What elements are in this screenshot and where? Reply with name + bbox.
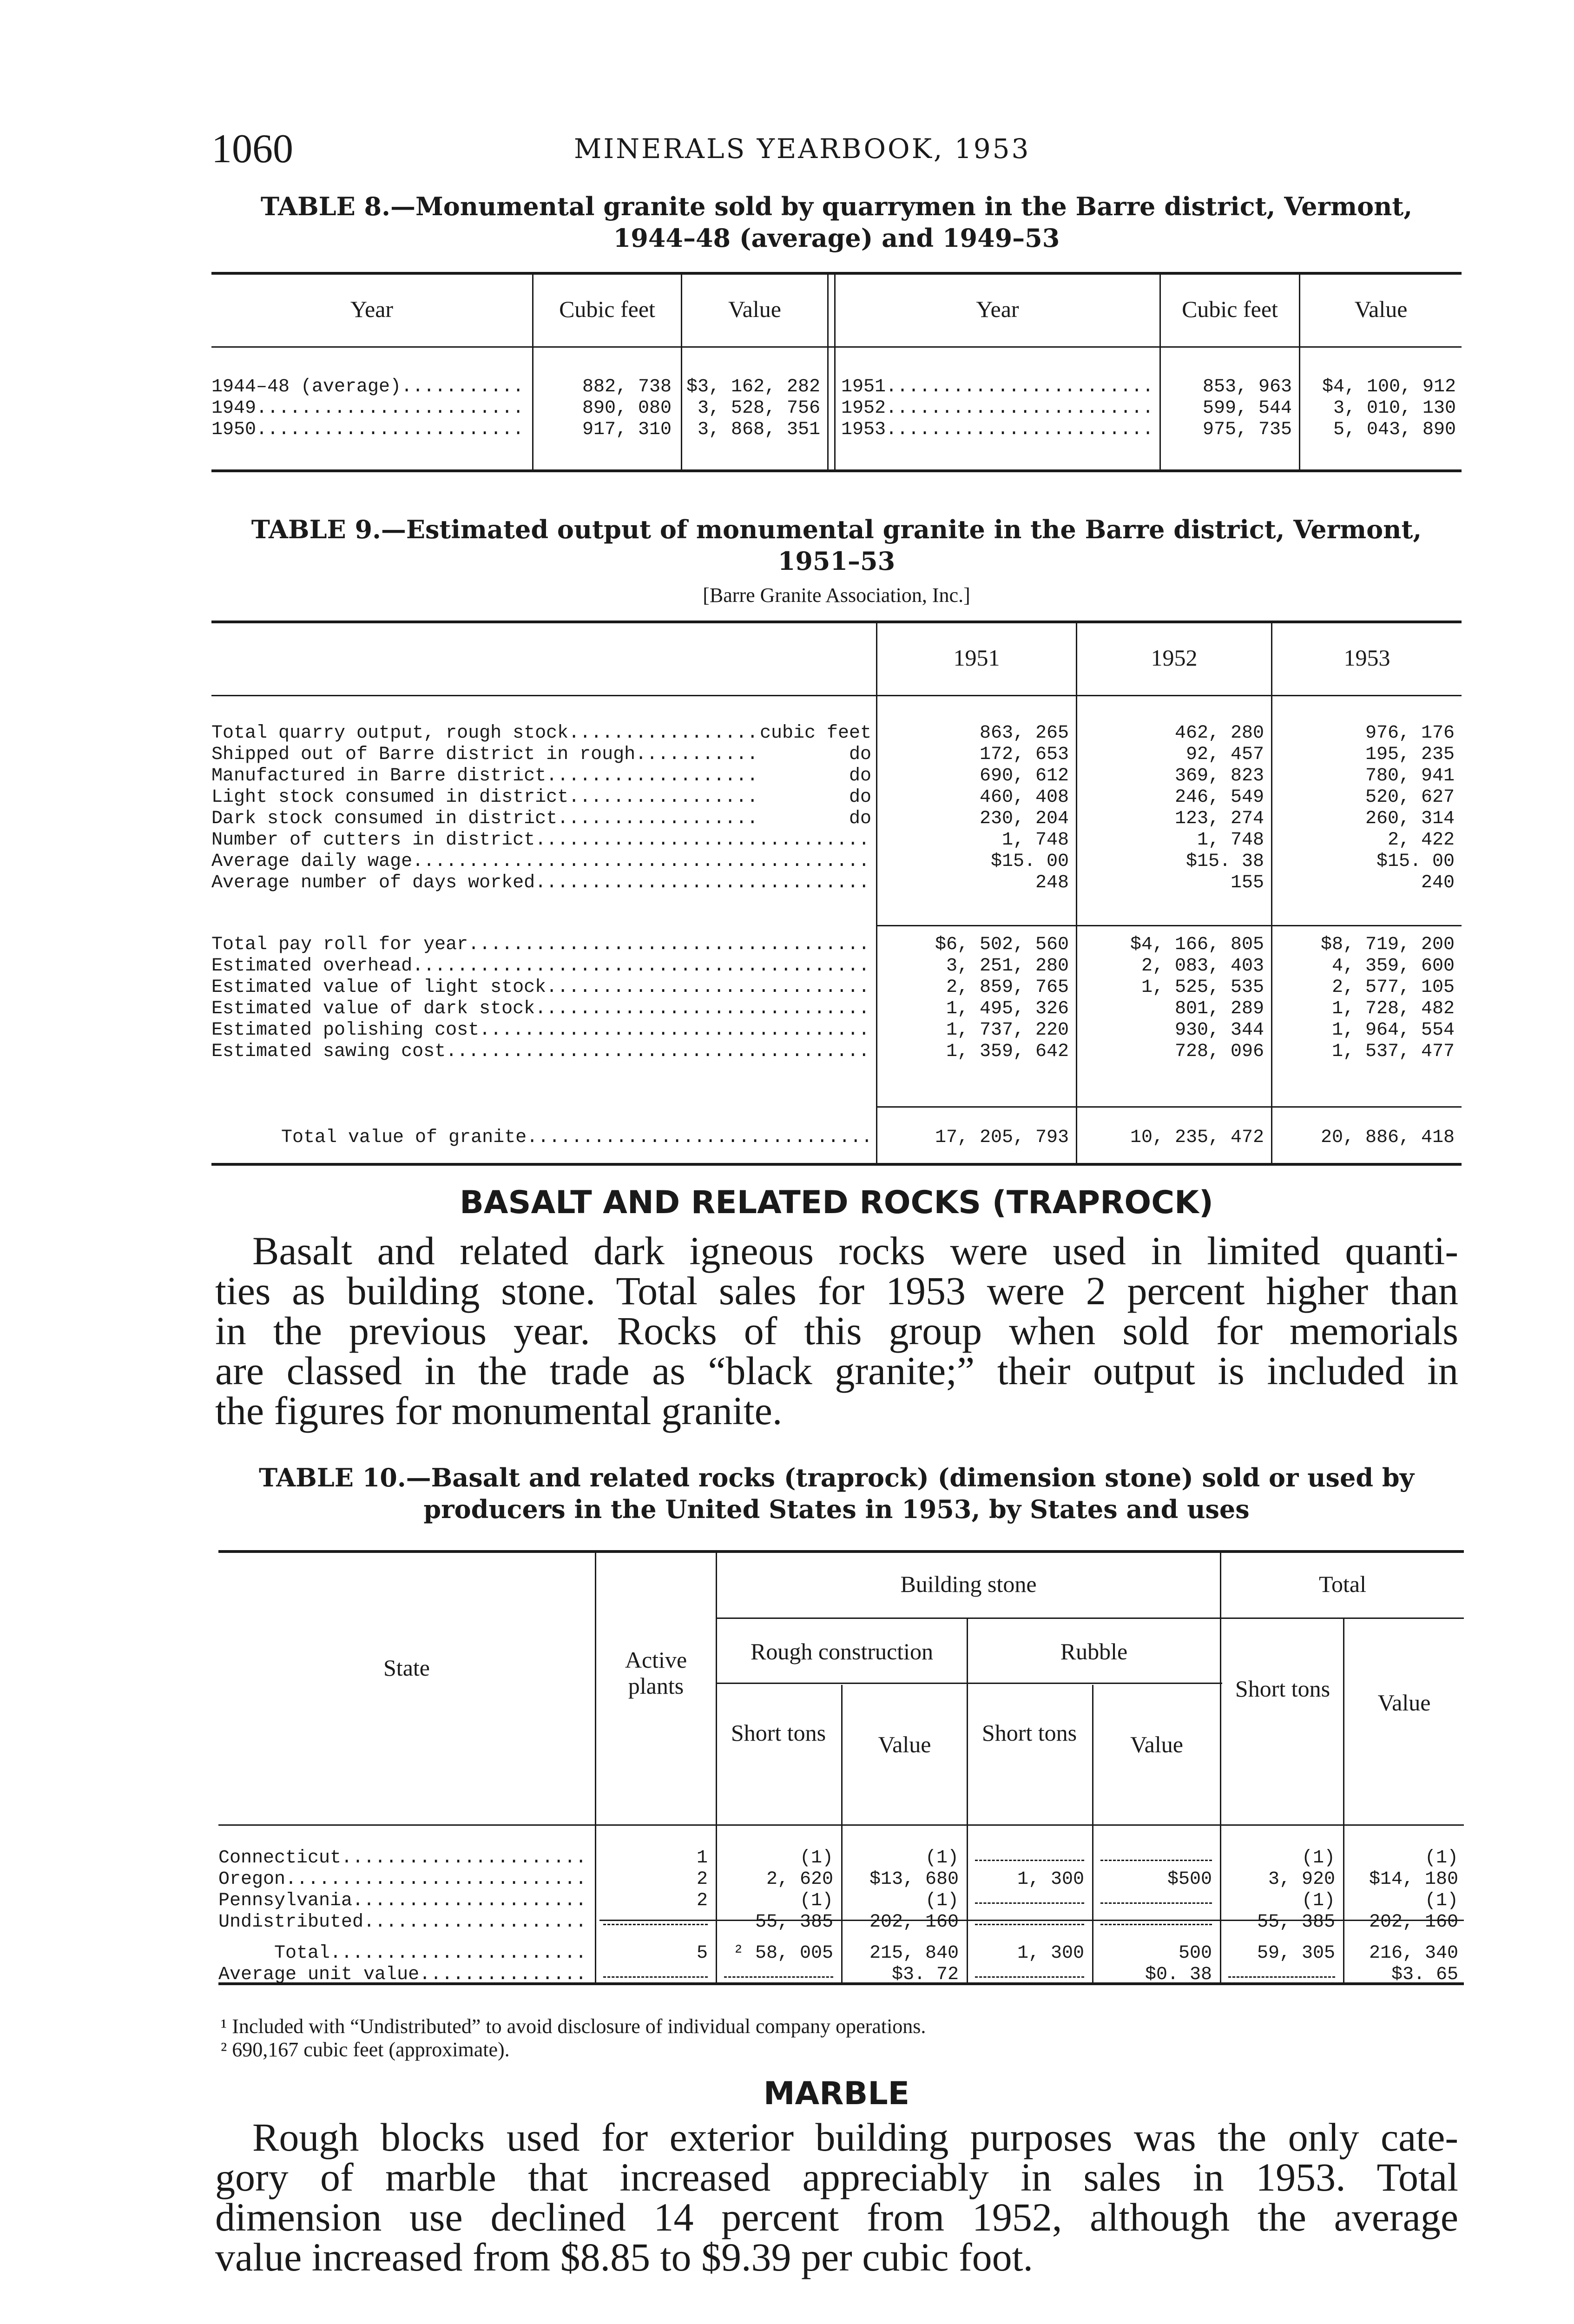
table9-cell: 1, 359, 642: [946, 1041, 1069, 1062]
table10-cell: (1): [1301, 1890, 1335, 1911]
table9-header-1952: 1952: [1151, 645, 1198, 671]
table8-row: 1952 .....: [841, 398, 1155, 419]
table8-cell: $4, 100, 912: [1322, 376, 1456, 397]
table9-row-unit: do: [760, 766, 871, 787]
table9-body: [211, 621, 1462, 1171]
table8-title-line1: —Monumental granite sold by quarrymen in the Barre district, Vermont,: [390, 191, 1413, 221]
table10-cell: (1): [799, 1848, 833, 1868]
table10-cell: [1228, 1964, 1335, 1978]
table10-header-total-short-tons: Short tons: [1235, 1676, 1330, 1702]
table9-cell: 2, 577, 105: [1331, 977, 1455, 998]
table9-row-unit: cubic feet: [760, 723, 872, 744]
table10-cell: 1: [696, 1848, 708, 1868]
table10-title-line1: —Basalt and related rocks (traprock) (dimension stone) sold or used by: [406, 1463, 1415, 1492]
table9-cell: 246, 549: [1174, 787, 1264, 808]
table10-cell: (1): [1424, 1890, 1458, 1911]
table9-cell: 462, 280: [1174, 723, 1264, 744]
table9-cell: 728, 096: [1174, 1041, 1264, 1062]
running-title: MINERALS YEARBOOK, 1953: [574, 133, 1031, 165]
table8-row: 1953 .....: [841, 419, 1155, 441]
table10-cell: 216, 340: [1369, 1943, 1458, 1964]
table10-cell: $3. 65: [1391, 1964, 1458, 1985]
table9-cell: 3, 251, 280: [946, 956, 1069, 977]
table10-cell: 3, 920: [1268, 1869, 1335, 1890]
table9-cell: 10, 235, 472: [1130, 1127, 1264, 1148]
table9-row-label: Number of cutters in district .....: [211, 830, 871, 851]
table8-row: 1944–48 (average) .....: [211, 376, 527, 398]
table9-row-label: Light stock consumed in district .....: [211, 787, 871, 808]
table10-cell: 1, 300: [1017, 1943, 1084, 1964]
table8-header-value-left: Value: [728, 296, 781, 322]
table9-cell: 1, 525, 535: [1141, 977, 1264, 998]
table9-row-label: Average daily wage .....: [211, 851, 871, 872]
table10-header-building-stone: Building stone: [900, 1571, 1037, 1597]
table8-cell: 599, 544: [1202, 398, 1292, 419]
table9-cell: 1, 495, 326: [946, 998, 1069, 1019]
table9-row-label: Manufactured in Barre district .....: [211, 766, 871, 787]
table8-header-cubic-feet-left: Cubic feet: [559, 296, 655, 322]
table10-cell: 202, 160: [1369, 1912, 1458, 1933]
table9-title-line2: 1951–53: [777, 546, 896, 576]
table10-cell: [975, 1848, 1084, 1861]
table10-header-rough-construction: Rough construction: [750, 1638, 934, 1664]
table9-cell: 17, 205, 793: [935, 1127, 1069, 1148]
table8-row: 1951 .....: [841, 376, 1155, 398]
table8-cell: 882, 738: [582, 376, 672, 397]
table10-cell: [975, 1964, 1084, 1978]
table10-cell: [1100, 1848, 1212, 1861]
table9-cell: 2, 422: [1387, 830, 1455, 851]
table9-cell: 2, 083, 403: [1141, 956, 1264, 977]
table10-header-rubble: Rubble: [1060, 1638, 1128, 1664]
table9-cell: $4, 166, 805: [1130, 934, 1264, 955]
table9-row-label: Total quarry output, rough stock .....: [211, 723, 871, 744]
table10-header-total: Total: [1318, 1571, 1367, 1597]
table10-header-state: State: [383, 1655, 430, 1681]
table10-row-label: Oregon .....: [218, 1869, 590, 1890]
table9-row-unit: do: [760, 744, 871, 766]
table9-cell: 1, 748: [1197, 830, 1264, 851]
table8-cell: 975, 735: [1202, 419, 1292, 440]
table8-header-year-left: Year: [350, 296, 394, 322]
table10-header-active-plants: Active plants: [625, 1647, 687, 1699]
table9-label: TABLE 9.: [251, 515, 381, 544]
table10-cell: $0. 38: [1145, 1964, 1212, 1985]
table9-title: [204, 514, 1469, 577]
table10-cell: $13, 680: [869, 1869, 959, 1890]
basalt-paragraph: Basalt and related dark igneous rocks were used in limited quanti- ties as building stone. Total sales for 1953 were 2 percent higher than in the previous year. Rocks of this group when sold for memorials are classed in the trade as “black granite;” their output is included in the figures for monumental granite.: [215, 1228, 1458, 1433]
table10-cell: [975, 1912, 1084, 1925]
running-header: [211, 125, 1462, 172]
table9-cell: 20, 886, 418: [1320, 1127, 1455, 1148]
table9-cell: 690, 612: [979, 766, 1069, 786]
table10-cell: (1): [925, 1890, 959, 1911]
table9-cell: 260, 314: [1365, 808, 1455, 829]
table10-body: [218, 1550, 1464, 1996]
table10-cell: $500: [1167, 1869, 1212, 1890]
table9-header-1951: 1951: [953, 645, 1000, 671]
table10-cell: (1): [1301, 1848, 1335, 1868]
table10-row-label: Undistributed .....: [218, 1912, 590, 1933]
table9-cell: 248: [1035, 872, 1069, 893]
table10-row-label: Total .....: [274, 1943, 590, 1964]
table8-row: 1950 .....: [211, 419, 527, 441]
table10-cell: [603, 1964, 708, 1978]
table10-cell: (1): [1424, 1848, 1458, 1868]
table9-cell: 520, 627: [1365, 787, 1455, 808]
footnote-1: ¹ Included with “Undistributed” to avoid disclosure of individual company operations.: [221, 2015, 926, 2038]
table9-cell: 1, 964, 554: [1331, 1020, 1455, 1041]
table8-title-line2: 1944–48 (average) and 1949–53: [613, 223, 1060, 253]
table10-cell: (1): [799, 1890, 833, 1911]
table10-header-rc-short-tons: Short tons: [731, 1720, 826, 1746]
table9-row-label: Estimated overhead .....: [211, 956, 871, 977]
table10-cell: ² 58, 005: [732, 1943, 833, 1964]
table8-cell: 5, 043, 890: [1333, 419, 1456, 440]
basalt-heading: BASALT AND RELATED ROCKS (TRAPROCK): [460, 1184, 1213, 1221]
table9-cell: 155: [1230, 872, 1264, 893]
table9-source: [Barre Granite Association, Inc.]: [703, 584, 970, 607]
table10-header-rb-short-tons: Short tons: [981, 1720, 1077, 1746]
table9-cell: 930, 344: [1174, 1020, 1264, 1041]
table10-cell: 55, 385: [755, 1912, 833, 1933]
table9-row-label: Total pay roll for year .....: [211, 934, 871, 956]
table10-footnotes: [221, 2015, 1462, 2061]
table10-cell: 2: [696, 1869, 708, 1890]
table9-cell: 780, 941: [1365, 766, 1455, 786]
table8-cell: 853, 963: [1202, 376, 1292, 397]
table9-cell: 369, 823: [1174, 766, 1264, 786]
table10-row-label: Connecticut .....: [218, 1848, 590, 1869]
marble-heading: MARBLE: [763, 2075, 910, 2112]
table9-row-label: Average number of days worked .....: [211, 872, 871, 894]
table8-cell: 917, 310: [582, 419, 672, 440]
table10-header-total-value: Value: [1377, 1690, 1431, 1716]
table9-cell: 460, 408: [979, 787, 1069, 808]
table10-cell: 55, 385: [1257, 1912, 1335, 1933]
table10-cell: 500: [1178, 1943, 1212, 1964]
table8-cell: $3, 162, 282: [686, 376, 820, 397]
table9-cell: $8, 719, 200: [1320, 934, 1455, 955]
table9-row-label: Estimated sawing cost .....: [211, 1041, 871, 1063]
table10-label: TABLE 10.: [258, 1463, 406, 1492]
table9-cell: 2, 859, 765: [946, 977, 1069, 998]
table8-label: TABLE 8.: [260, 191, 390, 221]
table9-cell: 92, 457: [1185, 744, 1264, 765]
table10-cell: 2: [696, 1890, 708, 1911]
table9-cell: 1, 537, 477: [1331, 1041, 1455, 1062]
table9-cell: $15. 00: [1376, 851, 1455, 872]
table10-cell: 215, 840: [869, 1943, 959, 1964]
table9-row-label: Shipped out of Barre district in rough .....: [211, 744, 871, 766]
table10-cell: $3. 72: [891, 1964, 959, 1985]
table9-cell: 1, 728, 482: [1331, 998, 1455, 1019]
table9-row-label: Estimated polishing cost .....: [211, 1020, 871, 1041]
table9-row-unit: do: [760, 787, 871, 808]
table9-cell: 240: [1421, 872, 1455, 893]
table10-header-rb-value: Value: [1130, 1731, 1183, 1757]
table9-cell: $6, 502, 560: [935, 934, 1069, 955]
table8-header-year-right: Year: [976, 296, 1019, 322]
table10-title: [204, 1462, 1469, 1525]
table9-cell: 4, 359, 600: [1331, 956, 1455, 977]
table10-cell: [603, 1912, 708, 1925]
table10-cell: [1100, 1912, 1212, 1925]
table9-cell: 1, 748: [1001, 830, 1069, 851]
table9-cell: 801, 289: [1174, 998, 1264, 1019]
table10-title-line2: producers in the United States in 1953, by States and uses: [423, 1494, 1250, 1524]
table8-header-value-right: Value: [1354, 296, 1408, 322]
table9-row-label: Dark stock consumed in district .....: [211, 808, 871, 830]
table9-cell: 863, 265: [979, 723, 1069, 744]
table10-cell: 5: [696, 1943, 708, 1964]
marble-paragraph: Rough blocks used for exterior building purposes was the only cate- gory of marble that increased appreciably in sales in 1953. Total dimension use declined 14 percent from 1952, although the average value increased from $8.85 to $9.39 per cubic foot.: [215, 2115, 1458, 2279]
table8-title: [204, 191, 1469, 254]
table9-row-label: Estimated value of light stock .....: [211, 977, 871, 998]
table9-cell: $15. 38: [1185, 851, 1264, 872]
table9-cell: $15. 00: [990, 851, 1069, 872]
table9-row-unit: do: [760, 808, 871, 830]
table10-cell: (1): [925, 1848, 959, 1868]
table10-cell: [724, 1964, 833, 1978]
footnote-2: ² 690,167 cubic feet (approximate).: [221, 2038, 510, 2061]
table9-cell: 195, 235: [1365, 744, 1455, 765]
table9-title-line1: —Estimated output of monumental granite in the Barre district, Vermont,: [381, 515, 1422, 544]
table8-header-cubic-feet-right: Cubic feet: [1182, 296, 1278, 322]
table10-cell: [1100, 1890, 1212, 1904]
table8-row: 1949 .....: [211, 398, 527, 419]
page-number: 1060: [211, 126, 293, 172]
table8-cell: 890, 080: [582, 398, 672, 419]
table9-cell: 976, 176: [1365, 723, 1455, 744]
table8: [211, 272, 1462, 476]
table9-cell: 123, 274: [1174, 808, 1264, 829]
table10-row-label: Average unit value .....: [218, 1964, 590, 1986]
table8-cell: 3, 010, 130: [1333, 398, 1456, 419]
table10-cell: 59, 305: [1257, 1943, 1335, 1964]
table10-header-rc-value: Value: [878, 1731, 931, 1757]
table10-cell: 202, 160: [869, 1912, 959, 1933]
table9-cell: 1, 737, 220: [946, 1020, 1069, 1041]
table10-cell: $14, 180: [1369, 1869, 1458, 1890]
table8-cell: 3, 528, 756: [697, 398, 820, 419]
table10-cell: 1, 300: [1017, 1869, 1084, 1890]
table9-cell: 172, 653: [979, 744, 1069, 765]
table10-cell: 2, 620: [766, 1869, 833, 1890]
table10-row-label: Pennsylvania .....: [218, 1890, 590, 1912]
table8-cell: 3, 868, 351: [697, 419, 820, 440]
table9-row-label: Total value of granite .....: [281, 1127, 871, 1149]
table9-row-label: Estimated value of dark stock .....: [211, 998, 871, 1020]
table9-cell: 230, 204: [979, 808, 1069, 829]
table9-header-1953: 1953: [1343, 645, 1390, 671]
table10-cell: [975, 1890, 1084, 1904]
